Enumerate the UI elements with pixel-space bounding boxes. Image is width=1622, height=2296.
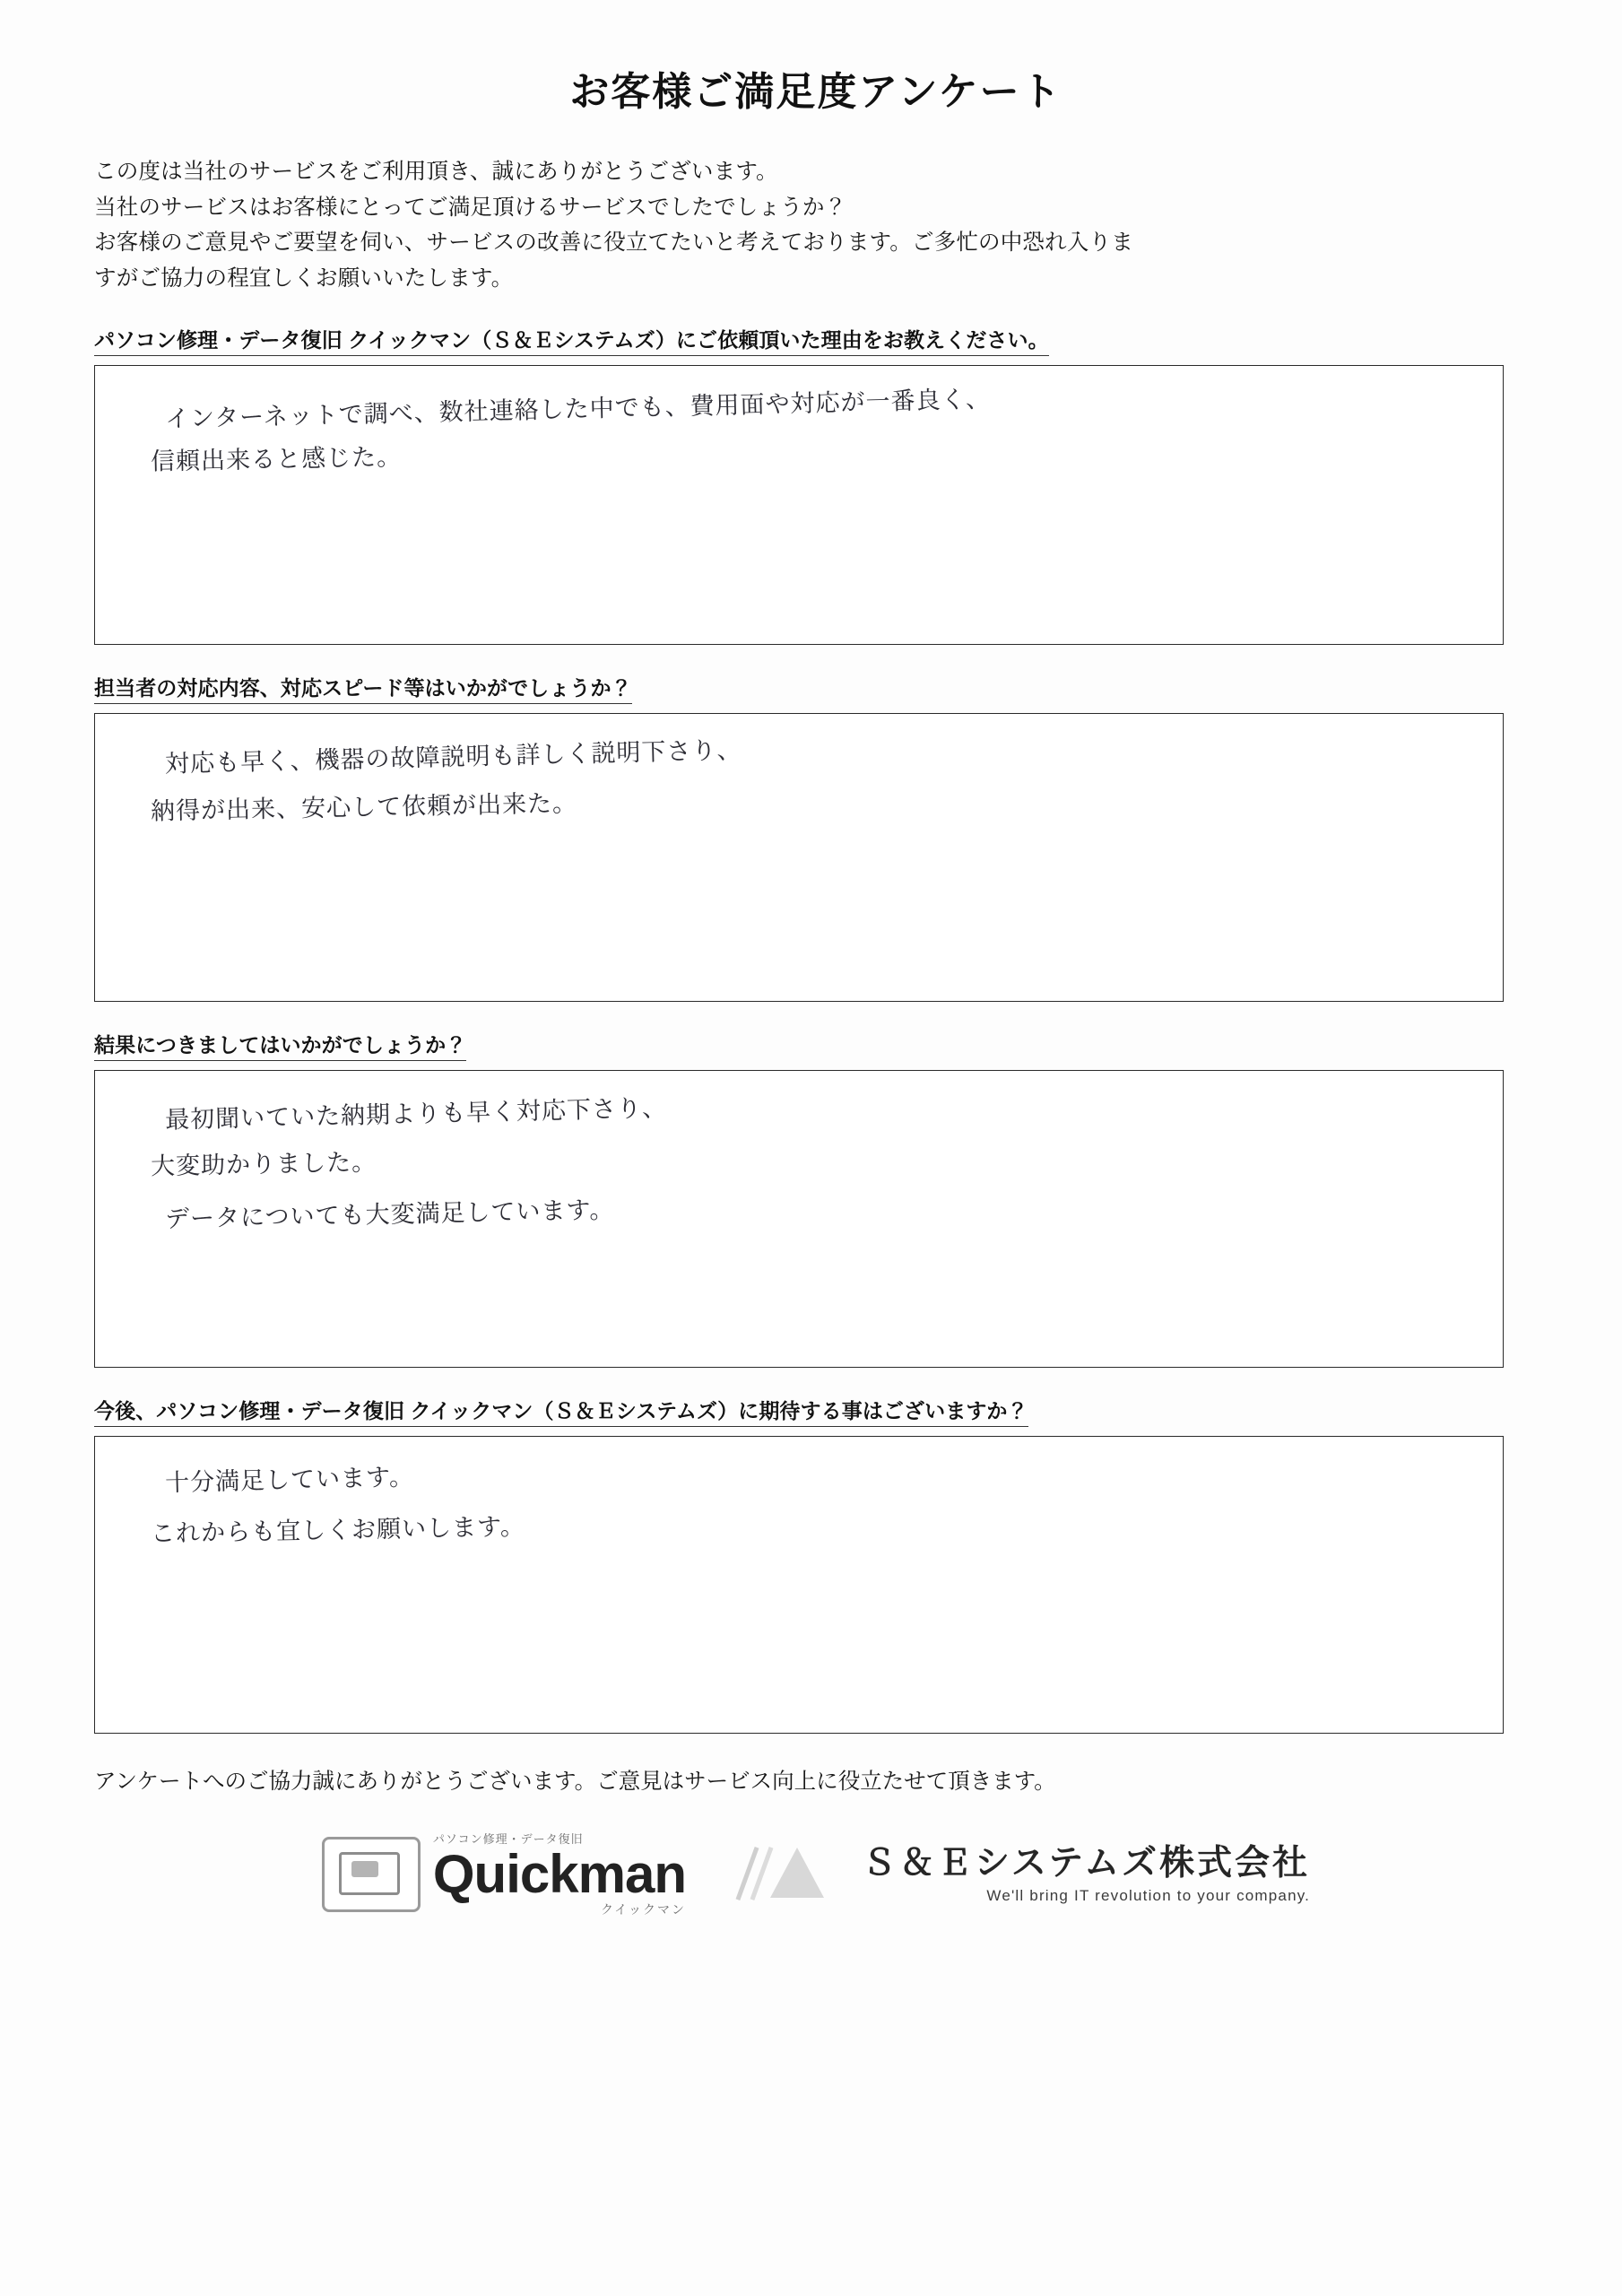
survey-sheet bbox=[85, 36, 1547, 2251]
question-label-1 bbox=[94, 324, 1547, 356]
handwritten-line: 最初聞いていた納期よりも早く対応下さり、 bbox=[164, 1093, 668, 1135]
handwritten-line: データについても大変満足しています。 bbox=[164, 1196, 615, 1233]
intro-line-3: お客様のご意見やご要望を伺い、サービスの改善に役立てたいと考えております。ご多忙の中恐れ入りま bbox=[94, 230, 1133, 256]
page-title: お客様ご満足度アンケート bbox=[569, 70, 1063, 114]
answer-box-2[interactable] bbox=[94, 713, 1504, 1002]
question-text-3: 結果につきましてはいかがでしょうか？ bbox=[94, 1029, 466, 1061]
question-label-2 bbox=[94, 672, 1547, 704]
quickman-name: Quickman bbox=[432, 1843, 686, 1904]
answer-box-4[interactable] bbox=[94, 1436, 1504, 1734]
se-company-name: Ｓ＆Ｅシステムズ株式会社 bbox=[862, 1843, 1311, 1883]
intro-line-1: この度は当社のサービスをご利用頂き、誠にありがとうございます。 bbox=[94, 160, 778, 184]
quickman-mascot-icon bbox=[322, 1837, 421, 1912]
se-triangle-shape bbox=[770, 1848, 824, 1898]
handwritten-line: 大変助かりました。 bbox=[150, 1148, 377, 1181]
question-text-2: 担当者の対応内容、対応スピード等はいかがでしょうか？ bbox=[94, 672, 632, 704]
se-wordmark bbox=[862, 1844, 1310, 1905]
intro-paragraph bbox=[94, 154, 1547, 297]
se-triangle-icon bbox=[740, 1842, 847, 1907]
question-text-4: 今後、パソコン修理・データ復旧 クイックマン（Ｓ＆Ｅシステムズ）に期待する事はございますか？ bbox=[94, 1395, 1028, 1427]
intro-line-2: 当社のサービスはお客様にとってご満足頂けるサービスでしたでしょうか？ bbox=[94, 195, 847, 220]
question-label-4 bbox=[94, 1395, 1547, 1427]
intro-line-4: すがご協力の程宜しくお願いいたします。 bbox=[94, 266, 514, 291]
footer-logos bbox=[85, 1833, 1547, 1916]
handwritten-line: インターネットで調べ、数社連絡した中でも、費用面や対応が一番良く、 bbox=[164, 385, 992, 433]
handwritten-line: 十分満足しています。 bbox=[164, 1463, 415, 1498]
question-text-1: パソコン修理・データ復旧 クイックマン（Ｓ＆Ｅシステムズ）にご依頼頂いた理由をお教えください。 bbox=[94, 324, 1049, 356]
quickman-logo bbox=[322, 1833, 686, 1916]
quickman-tagline: パソコン修理・データ復旧 bbox=[432, 1831, 584, 1846]
handwritten-line: 信頼出来ると感じた。 bbox=[150, 443, 403, 476]
quickman-wordmark bbox=[433, 1833, 686, 1916]
answer-box-3[interactable] bbox=[94, 1070, 1504, 1368]
answer-box-1[interactable] bbox=[94, 365, 1504, 645]
closing-text: アンケートへのご協力誠にありがとうございます。ご意見はサービス向上に役立たせて頂きます。 bbox=[94, 1769, 1056, 1794]
se-company-tagline: We'll bring IT revolution to your company. bbox=[986, 1887, 1311, 1905]
handwritten-line: 納得が出来、安心して依頼が出来た。 bbox=[150, 789, 578, 826]
handwritten-line: 対応も早く、機器の故障説明も詳しく説明下さり、 bbox=[164, 735, 742, 778]
se-systems-logo bbox=[740, 1842, 1310, 1907]
handwritten-line: これからも宜しくお願いします。 bbox=[150, 1512, 526, 1548]
quickman-reading: クイックマン bbox=[600, 1901, 686, 1917]
question-label-3 bbox=[94, 1029, 1547, 1061]
